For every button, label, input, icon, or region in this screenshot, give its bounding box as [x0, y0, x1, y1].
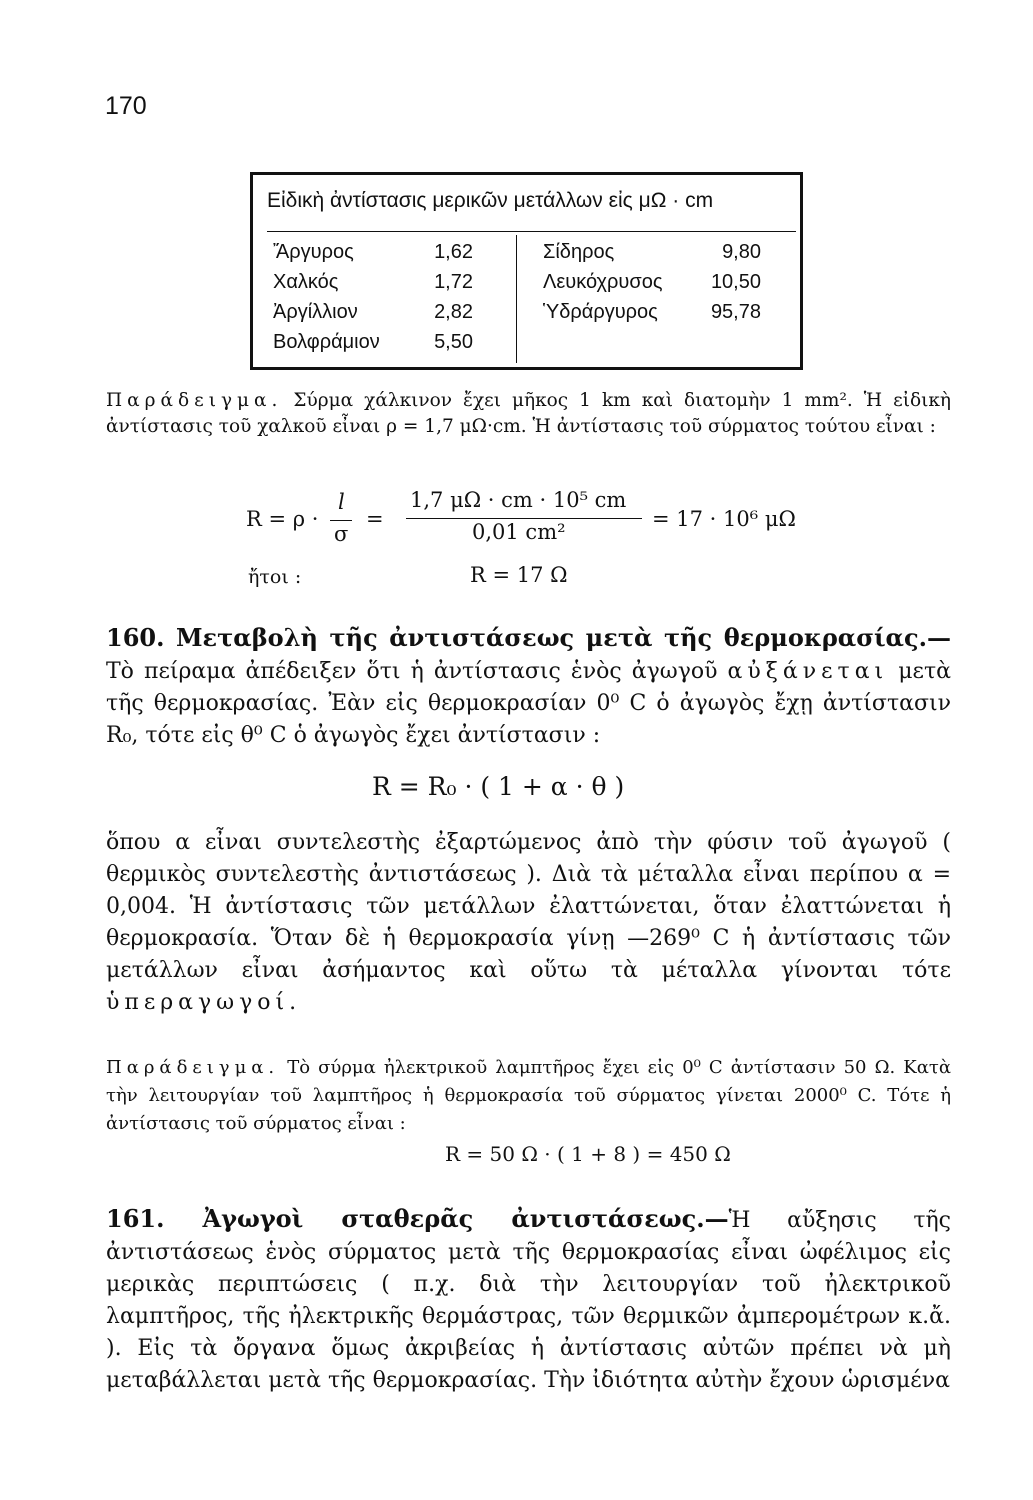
example-text: Τὸ σύρμα ἠλεκτρικοῦ λαμπτῆρος ἔχει εἰς 0⁰ C ἀντίστασιν 50 Ω. Κατὰ τὴν λειτουργίαν τοῦ λαμπτῆρος ἡ θερμοκρασία τοῦ σύρματος γίνεται 2000⁰ C. Τότε ἡ ἀντίστασις τοῦ σύρματος εἶναι : [106, 1057, 951, 1134]
example-1-paragraph [106, 388, 951, 440]
table-title: Εἰδικὴ ἀντίστασις μερικῶν μετάλλων εἰς μΩ · cm [267, 189, 714, 212]
emphasis-text: ὑπεραγωγοί. [106, 990, 302, 1015]
section-160-text: ὅπου α εἶναι συντελεστὴς ἐξαρτώμενος ἀπὸ τὴν φύσιν τοῦ ἀγωγοῦ ( θερμικὸς συντελεστὴς ἀντιστάσεως ). Διὰ τὰ μέταλλα εἶναι περίπου α = 0,004. Ἡ ἀντίστασις τῶν μετάλλων ἐλαττώνεται, ὅταν ἐλαττώνεται ἡ θερμοκρασία. Ὅταν δὲ ἡ θερμοκρασία γίνῃ —269⁰ C ἡ ἀντίστασις τῶν μετάλλων εἶναι ἀσήμαντος καὶ οὕτω τὰ μέταλλα γίνονται τότε [106, 830, 951, 983]
table-cell-metal: Σίδηρος [543, 241, 615, 263]
example-label: Παράδειγμα. [106, 390, 283, 411]
table-cell-metal: Χαλκός [273, 271, 339, 293]
example-label: Παράδειγμα. [106, 1057, 280, 1078]
fraction-line [330, 520, 352, 521]
equation-lhs: R = ρ · [246, 507, 319, 531]
section-161-heading: 161. Ἀγωγοὶ σταθερᾶς ἀντιστάσεως.— [106, 1204, 729, 1233]
example-text: Σύρμα χάλκινον ἔχει μῆκος 1 km καὶ διατομὴν 1 mm². Ἡ εἰδικὴ ἀντίστασις τοῦ χαλκοῦ εἶναι ρ = 1,7 μΩ·cm. Ἡ ἀντίστασις τοῦ σύρματος τούτου εἶναι : [106, 390, 951, 437]
section-160-text: Τὸ πείραμα ἀπέδειξεν ὅτι ἡ ἀντίστασις ἑνὸς ἀγωγοῦ [106, 659, 728, 684]
table-cell-metal: Ἀργίλλιον [273, 301, 358, 323]
table-cell-value: 2,82 [434, 301, 473, 323]
table-cell-value: 95,78 [710, 301, 761, 323]
table-cell-value: 9,80 [722, 241, 761, 263]
table-cell-value: 1,62 [434, 241, 473, 263]
equation-numerator: 1,7 μΩ · cm · 10⁵ cm [410, 488, 627, 512]
equation-rhs: = 17 · 10⁶ μΩ [652, 507, 796, 531]
resistivity-table [250, 172, 803, 370]
table-cell-value: 1,72 [434, 271, 473, 293]
table-column-divider [516, 235, 517, 363]
table-cell-metal: Λευκόχρυσος [543, 271, 663, 293]
table-cell-metal: Ἄργυρος [273, 241, 354, 263]
section-160-continued [106, 827, 951, 1019]
section-160-text: μετὰ τῆς θερμοκρασίας. Ἐὰν εἰς θερμοκρασίαν 0⁰ C ὁ ἀγωγὸς ἔχῃ ἀντίστασιν R₀, τότε εἰς θ⁰ C ὁ ἀγωγὸς ἔχει ἀντίστασιν : [106, 659, 951, 748]
equation-sigma: σ [334, 522, 349, 546]
table-cell-metal: Ὑδράργυρος [543, 301, 658, 323]
table-cell-metal: Βολφράμιον [273, 331, 380, 353]
table-cell-value: 10,50 [710, 271, 761, 293]
equation-l: l [338, 490, 345, 514]
formula-lamp: R = 50 Ω · ( 1 + 8 ) = 450 Ω [445, 1142, 731, 1166]
section-160 [106, 622, 951, 752]
result-equation: R = 17 Ω [470, 563, 568, 587]
section-161 [106, 1203, 951, 1397]
section-161-text: Ἡ αὔξησις τῆς ἀντιστάσεως ἑνὸς σύρματος μετὰ τῆς θερμοκρασίας εἶναι ὠφέλιμος εἰς μερικὰς περιπτώσεις ( π.χ. διὰ τὴν λειτουργίαν τοῦ ἠλεκτρικοῦ λαμπτῆρος, τῆς ἠλεκτρικῆς θερμάστρας, τῶν θερμικῶν ἀμπερομέτρων κ.ἄ. ). Εἰς τὰ ὄργανα ὅμως ἀκριβείας ἡ ἀντίστασις αὐτῶν πρέπει νὰ μὴ μεταβάλλεται μετὰ τῆς θερμοκρασίας. Τὴν ἰδιότητα αὐτὴν ἔχουν ὡρισμένα [106, 1208, 952, 1393]
page-number: 170 [105, 92, 147, 120]
etoi-label: ἤτοι : [248, 566, 302, 588]
formula-temperature: R = R₀ · ( 1 + α · θ ) [372, 772, 625, 801]
section-160-heading: 160. Μεταβολὴ τῆς ἀντιστάσεως μετὰ τῆς θερμοκρασίας.— [106, 623, 951, 652]
table-header-rule [267, 231, 796, 232]
fraction-line [406, 518, 642, 519]
emphasis-text: αὐξάνεται [727, 659, 889, 684]
equation-denominator: 0,01 cm² [472, 520, 566, 544]
example-2-paragraph [106, 1054, 951, 1138]
table-cell-value: 5,50 [434, 331, 473, 353]
equation-equals: = [366, 507, 384, 531]
